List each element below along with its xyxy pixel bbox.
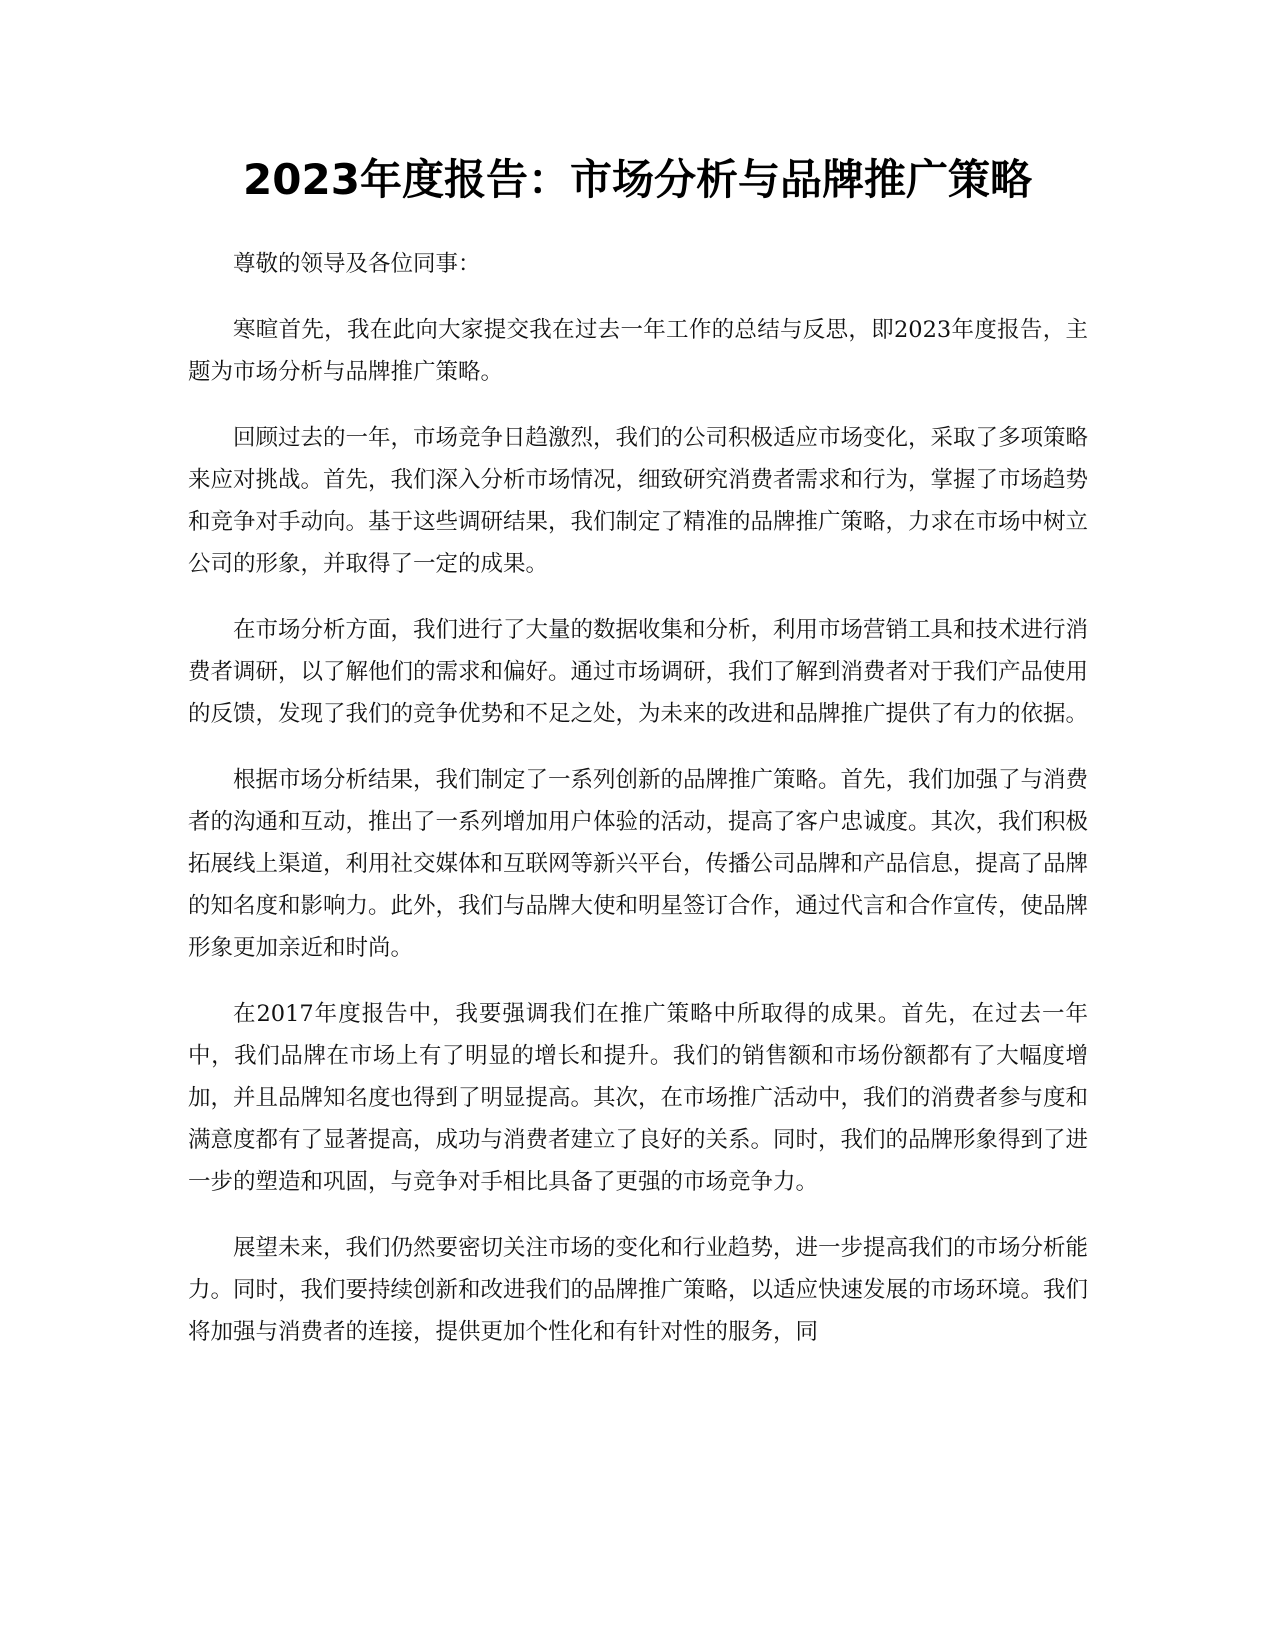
document-title: 2023年度报告：市场分析与品牌推广策略 — [243, 155, 1032, 204]
paragraph-outlook: 展望未来，我们仍然要密切关注市场的变化和行业趋势，进一步提高我们的市场分析能力。同时，我们要持续创新和改进我们的品牌推广策略，以适应快速发展的市场环境。我们将加强与消费者的连接，提供更加个性化和有针对性的服务，同 — [188, 1235, 1089, 1345]
document-body — [188, 243, 1088, 1377]
paragraph-brand-strategy: 根据市场分析结果，我们制定了一系列创新的品牌推广策略。首先，我们加强了与消费者的沟通和互动，推出了一系列增加用户体验的活动，提高了客户忠诚度。其次，我们积极拓展线上渠道，利用社交媒体和互联网等新兴平台，传播公司品牌和产品信息，提高了品牌的知名度和影响力。此外，我们与品牌大使和明星签订合作，通过代言和合作宣传，使品牌形象更加亲近和时尚。 — [188, 767, 1089, 961]
paragraph-review: 回顾过去的一年，市场竞争日趋激烈，我们的公司积极适应市场变化，采取了多项策略来应对挑战。首先，我们深入分析市场情况，细致研究消费者需求和行为，掌握了市场趋势和竞争对手动向。基于这些调研结果，我们制定了精准的品牌推广策略，力求在市场中树立公司的形象，并取得了一定的成果。 — [188, 425, 1089, 577]
paragraph-salutation: 尊敬的领导及各位同事： — [233, 251, 481, 277]
paragraph-market-analysis: 在市场分析方面，我们进行了大量的数据收集和分析，利用市场营销工具和技术进行消费者调研，以了解他们的需求和偏好。通过市场调研，我们了解到消费者对于我们产品使用的反馈，发现了我们的竞争优势和不足之处，为未来的改进和品牌推广提供了有力的依据。 — [188, 617, 1089, 727]
paragraph-intro: 寒暄首先，我在此向大家提交我在过去一年工作的总结与反思，即2023年度报告，主题为市场分析与品牌推广策略。 — [188, 317, 1088, 385]
paragraph-results: 在2017年度报告中，我要强调我们在推广策略中所取得的成果。首先，在过去一年中，我们品牌在市场上有了明显的增长和提升。我们的销售额和市场份额都有了大幅度增加，并且品牌知名度也得到了明显提高。其次，在市场推广活动中，我们的消费者参与度和满意度都有了显著提高，成功与消费者建立了良好的关系。同时，我们的品牌形象得到了进一步的塑造和巩固，与竞争对手相比具备了更强的市场竞争力。 — [188, 1001, 1089, 1195]
